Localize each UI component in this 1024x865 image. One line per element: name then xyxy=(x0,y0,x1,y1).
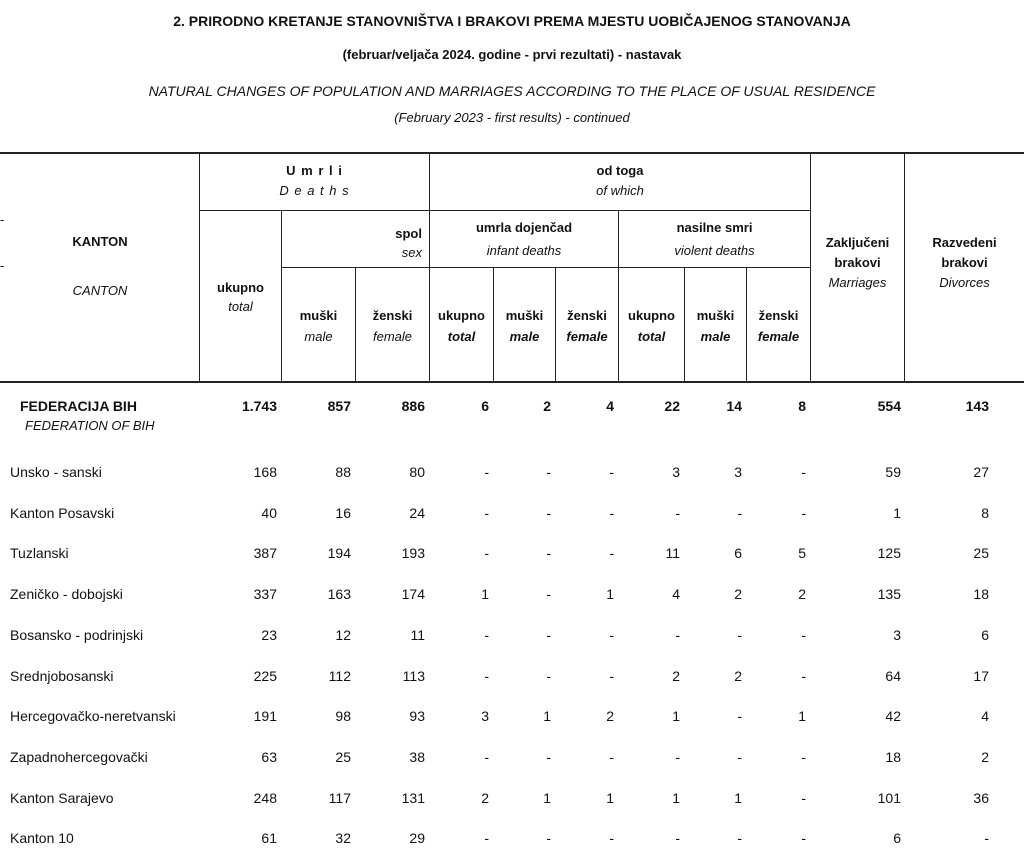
cell-deaths-male: 163 xyxy=(327,586,351,602)
cell-violent-male: 3 xyxy=(734,464,742,480)
cell-infant-male: 2 xyxy=(543,398,551,414)
cell-violent-total: 22 xyxy=(664,398,680,414)
header-divider-1 xyxy=(200,210,810,211)
cell-deaths-total: 23 xyxy=(261,627,277,643)
violent-deaths-header: violent deaths xyxy=(674,243,755,258)
cell-infant-male: - xyxy=(546,505,551,521)
cell-divorces: 25 xyxy=(973,545,989,561)
cell-violent-female: 1 xyxy=(798,708,806,724)
total-header: total xyxy=(228,299,253,314)
infant-zenski-header: ženski xyxy=(567,308,607,323)
cell-deaths-male: 112 xyxy=(328,668,351,684)
row-label: Kanton 10 xyxy=(10,830,74,846)
cell-marriages: 554 xyxy=(877,398,901,414)
cell-infant-male: 1 xyxy=(543,708,551,724)
cell-deaths-female: 29 xyxy=(409,830,425,846)
cell-deaths-total: 225 xyxy=(253,668,277,684)
violent-zenski-header: ženski xyxy=(758,308,799,323)
cell-infant-female: - xyxy=(609,545,614,561)
zakljuceni-header: Zaključeni xyxy=(825,235,890,250)
cell-deaths-male: 117 xyxy=(328,790,351,806)
violent-total-header: total xyxy=(637,329,666,344)
od-toga-header: od toga xyxy=(596,163,644,178)
cell-deaths-male: 98 xyxy=(335,708,351,724)
table-row xyxy=(0,830,1024,850)
brakovi-header: brakovi xyxy=(834,255,881,270)
cell-deaths-male: 16 xyxy=(335,505,351,521)
row-label: Zapadnohercegovački xyxy=(10,749,148,765)
col-divider-9 xyxy=(746,267,747,382)
cell-deaths-total: 1.743 xyxy=(241,398,277,414)
table-row xyxy=(0,545,1024,565)
cell-violent-female: - xyxy=(801,627,806,643)
cell-violent-male: 1 xyxy=(734,790,742,806)
of-which-header: of which xyxy=(596,183,644,198)
cell-divorces: 8 xyxy=(981,505,989,521)
cell-violent-male: 6 xyxy=(734,545,742,561)
cell-divorces: 27 xyxy=(973,464,989,480)
cell-deaths-female: 80 xyxy=(409,464,425,480)
cell-infant-total: - xyxy=(484,749,489,765)
cell-infant-female: - xyxy=(609,830,614,846)
nasilne-smrti-header: nasilne smri xyxy=(676,220,753,235)
cell-deaths-total: 61 xyxy=(261,830,277,846)
marker-dot: - xyxy=(0,258,5,273)
cell-violent-total: 3 xyxy=(672,464,680,480)
cell-divorces: 143 xyxy=(965,398,989,414)
cell-infant-total: 3 xyxy=(481,708,489,724)
table-row xyxy=(0,790,1024,810)
cell-deaths-female: 131 xyxy=(401,790,425,806)
cell-marriages: 42 xyxy=(885,708,901,724)
row-label: Hercegovačko-neretvanski xyxy=(10,708,176,724)
infant-muski-header: muški xyxy=(505,308,544,323)
cell-divorces: - xyxy=(984,830,989,846)
cell-infant-total: - xyxy=(484,830,489,846)
cell-infant-total: 2 xyxy=(481,790,489,806)
cell-violent-total: - xyxy=(675,830,680,846)
canton-header: CANTON xyxy=(72,283,128,298)
row-label: Kanton Posavski xyxy=(10,505,115,521)
cell-violent-total: 1 xyxy=(672,790,680,806)
col-divider-8 xyxy=(684,267,685,382)
col-divider-3 xyxy=(355,267,356,382)
cell-infant-total: - xyxy=(484,545,489,561)
cell-divorces: 2 xyxy=(981,749,989,765)
cell-infant-female: - xyxy=(609,505,614,521)
cell-infant-male: - xyxy=(546,586,551,602)
cell-infant-male: 1 xyxy=(543,790,551,806)
cell-violent-female: - xyxy=(801,505,806,521)
violent-ukupno-header: ukupno xyxy=(628,308,675,323)
cell-infant-female: - xyxy=(609,668,614,684)
cell-violent-female: - xyxy=(801,464,806,480)
cell-infant-male: - xyxy=(546,668,551,684)
cell-violent-female: - xyxy=(801,830,806,846)
umrla-dojencad-header: umrla dojenčad xyxy=(475,220,573,235)
row-label: Kanton Sarajevo xyxy=(10,790,114,806)
row-label: Zeničko - dobojski xyxy=(10,586,123,602)
cell-infant-female: 1 xyxy=(606,790,614,806)
cell-violent-female: 2 xyxy=(798,586,806,602)
header-bottom-border xyxy=(0,381,1024,383)
cell-violent-male: 2 xyxy=(734,586,742,602)
marriages-header: Marriages xyxy=(828,275,887,290)
cell-deaths-female: 93 xyxy=(409,708,425,724)
col-divider-6 xyxy=(555,267,556,382)
cell-violent-total: 4 xyxy=(672,586,680,602)
female-header: female xyxy=(372,329,413,344)
cell-deaths-total: 168 xyxy=(253,464,277,480)
cell-infant-female: 2 xyxy=(606,708,614,724)
cell-divorces: 6 xyxy=(981,627,989,643)
cell-infant-female: - xyxy=(609,627,614,643)
cell-marriages: 6 xyxy=(893,830,901,846)
cell-marriages: 3 xyxy=(893,627,901,643)
cell-infant-total: 6 xyxy=(481,398,489,414)
table-title-en: NATURAL CHANGES OF POPULATION AND MARRIAGES ACCORDING TO THE PLACE OF USUAL RESIDENCE xyxy=(148,83,876,99)
cell-infant-total: 1 xyxy=(481,586,489,602)
razvedeni-header: Razvedeni xyxy=(932,235,997,250)
row-label: Unsko - sanski xyxy=(10,464,102,480)
table-row xyxy=(0,708,1024,728)
infant-deaths-header: infant deaths xyxy=(486,243,562,258)
table-row xyxy=(0,586,1024,606)
violent-male-header: male xyxy=(700,329,731,344)
row-label: Srednjobosanski xyxy=(10,668,114,684)
umrli-header: U m r l i xyxy=(286,163,343,178)
cell-divorces: 18 xyxy=(973,586,989,602)
kanton-header: KANTON xyxy=(72,234,128,249)
table-row xyxy=(0,464,1024,484)
row-label-en: FEDERATION OF BIH xyxy=(25,418,155,433)
violent-muski-header: muški xyxy=(696,308,735,323)
cell-infant-male: - xyxy=(546,830,551,846)
zenski-header: ženski xyxy=(372,308,413,323)
infant-total-header: total xyxy=(447,329,476,344)
cell-deaths-female: 113 xyxy=(402,668,425,684)
cell-violent-male: - xyxy=(737,627,742,643)
cell-violent-total: 11 xyxy=(665,545,680,561)
cell-divorces: 36 xyxy=(973,790,989,806)
cell-deaths-male: 32 xyxy=(335,830,351,846)
table-row-federation xyxy=(0,398,1024,418)
infant-ukupno-header: ukupno xyxy=(438,308,485,323)
cell-violent-female: - xyxy=(801,668,806,684)
cell-violent-total: 1 xyxy=(672,708,680,724)
table-subtitle: (februar/veljača 2024. godine - prvi rezultati) - nastavak xyxy=(342,47,682,62)
cell-deaths-female: 886 xyxy=(401,398,425,414)
table-title: 2. PRIRODNO KRETANJE STANOVNIŠTVA I BRAKOVI PREMA MJESTU UOBIČAJENOG STANOVANJA xyxy=(173,13,851,29)
cell-violent-female: 5 xyxy=(798,545,806,561)
cell-infant-female: 4 xyxy=(606,398,614,414)
cell-infant-male: - xyxy=(546,749,551,765)
cell-marriages: 1 xyxy=(893,505,901,521)
infant-female-header: female xyxy=(566,329,608,344)
cell-marriages: 64 xyxy=(885,668,901,684)
cell-marriages: 101 xyxy=(877,790,901,806)
cell-deaths-male: 25 xyxy=(335,749,351,765)
table-row xyxy=(0,627,1024,647)
muski-header: muški xyxy=(299,308,338,323)
table-row xyxy=(0,505,1024,525)
cell-violent-male: - xyxy=(737,708,742,724)
cell-deaths-male: 194 xyxy=(327,545,351,561)
cell-deaths-total: 248 xyxy=(253,790,277,806)
marker-dot: - xyxy=(0,212,5,227)
cell-violent-female: 8 xyxy=(798,398,806,414)
cell-violent-male: - xyxy=(737,505,742,521)
col-divider-5 xyxy=(493,267,494,382)
cell-violent-male: - xyxy=(737,830,742,846)
cell-violent-total: 2 xyxy=(672,668,680,684)
row-label: FEDERACIJA BIH xyxy=(20,398,137,414)
table-row xyxy=(0,749,1024,769)
cell-deaths-female: 24 xyxy=(409,505,425,521)
cell-violent-male: 14 xyxy=(726,398,742,414)
table-row xyxy=(0,668,1024,688)
cell-deaths-female: 38 xyxy=(409,749,425,765)
cell-deaths-female: 11 xyxy=(410,627,425,643)
cell-violent-total: - xyxy=(675,627,680,643)
cell-violent-female: - xyxy=(801,749,806,765)
cell-deaths-female: 193 xyxy=(401,545,425,561)
table-top-border xyxy=(0,152,1024,154)
cell-violent-total: - xyxy=(675,749,680,765)
male-header: male xyxy=(304,329,333,344)
cell-deaths-male: 857 xyxy=(327,398,351,414)
cell-marriages: 59 xyxy=(885,464,901,480)
table-subtitle-en: (February 2023 - first results) - continued xyxy=(394,110,630,125)
cell-violent-male: - xyxy=(737,749,742,765)
row-label: Bosansko - podrinjski xyxy=(10,627,144,643)
cell-deaths-total: 191 xyxy=(253,708,277,724)
header-divider-2 xyxy=(282,267,810,268)
brakovi-header-2: brakovi xyxy=(941,255,988,270)
cell-infant-total: - xyxy=(484,668,489,684)
cell-marriages: 135 xyxy=(877,586,901,602)
cell-deaths-total: 337 xyxy=(253,586,277,602)
cell-violent-male: 2 xyxy=(734,668,742,684)
cell-infant-total: - xyxy=(484,505,489,521)
sex-header: sex xyxy=(401,245,422,260)
violent-female-header: female xyxy=(757,329,800,344)
cell-deaths-total: 387 xyxy=(253,545,277,561)
cell-infant-male: - xyxy=(546,545,551,561)
row-label: Tuzlanski xyxy=(10,545,69,561)
cell-infant-female: - xyxy=(609,464,614,480)
cell-infant-female: 1 xyxy=(606,586,614,602)
spol-header: spol xyxy=(395,226,422,241)
cell-infant-total: - xyxy=(484,464,489,480)
cell-infant-female: - xyxy=(609,749,614,765)
cell-deaths-male: 88 xyxy=(335,464,351,480)
deaths-header: D e a t h s xyxy=(279,183,350,198)
infant-male-header: male xyxy=(509,329,540,344)
cell-deaths-female: 174 xyxy=(401,586,425,602)
cell-violent-female: - xyxy=(801,790,806,806)
cell-violent-total: - xyxy=(675,505,680,521)
ukupno-header: ukupno xyxy=(217,280,264,295)
cell-infant-total: - xyxy=(484,627,489,643)
cell-deaths-total: 40 xyxy=(261,505,277,521)
cell-divorces: 4 xyxy=(981,708,989,724)
cell-deaths-male: 12 xyxy=(335,627,351,643)
cell-infant-male: - xyxy=(546,627,551,643)
divorces-header: Divorces xyxy=(939,275,990,290)
cell-marriages: 125 xyxy=(877,545,901,561)
cell-infant-male: - xyxy=(546,464,551,480)
cell-deaths-total: 63 xyxy=(261,749,277,765)
cell-divorces: 17 xyxy=(973,668,989,684)
cell-marriages: 18 xyxy=(885,749,901,765)
